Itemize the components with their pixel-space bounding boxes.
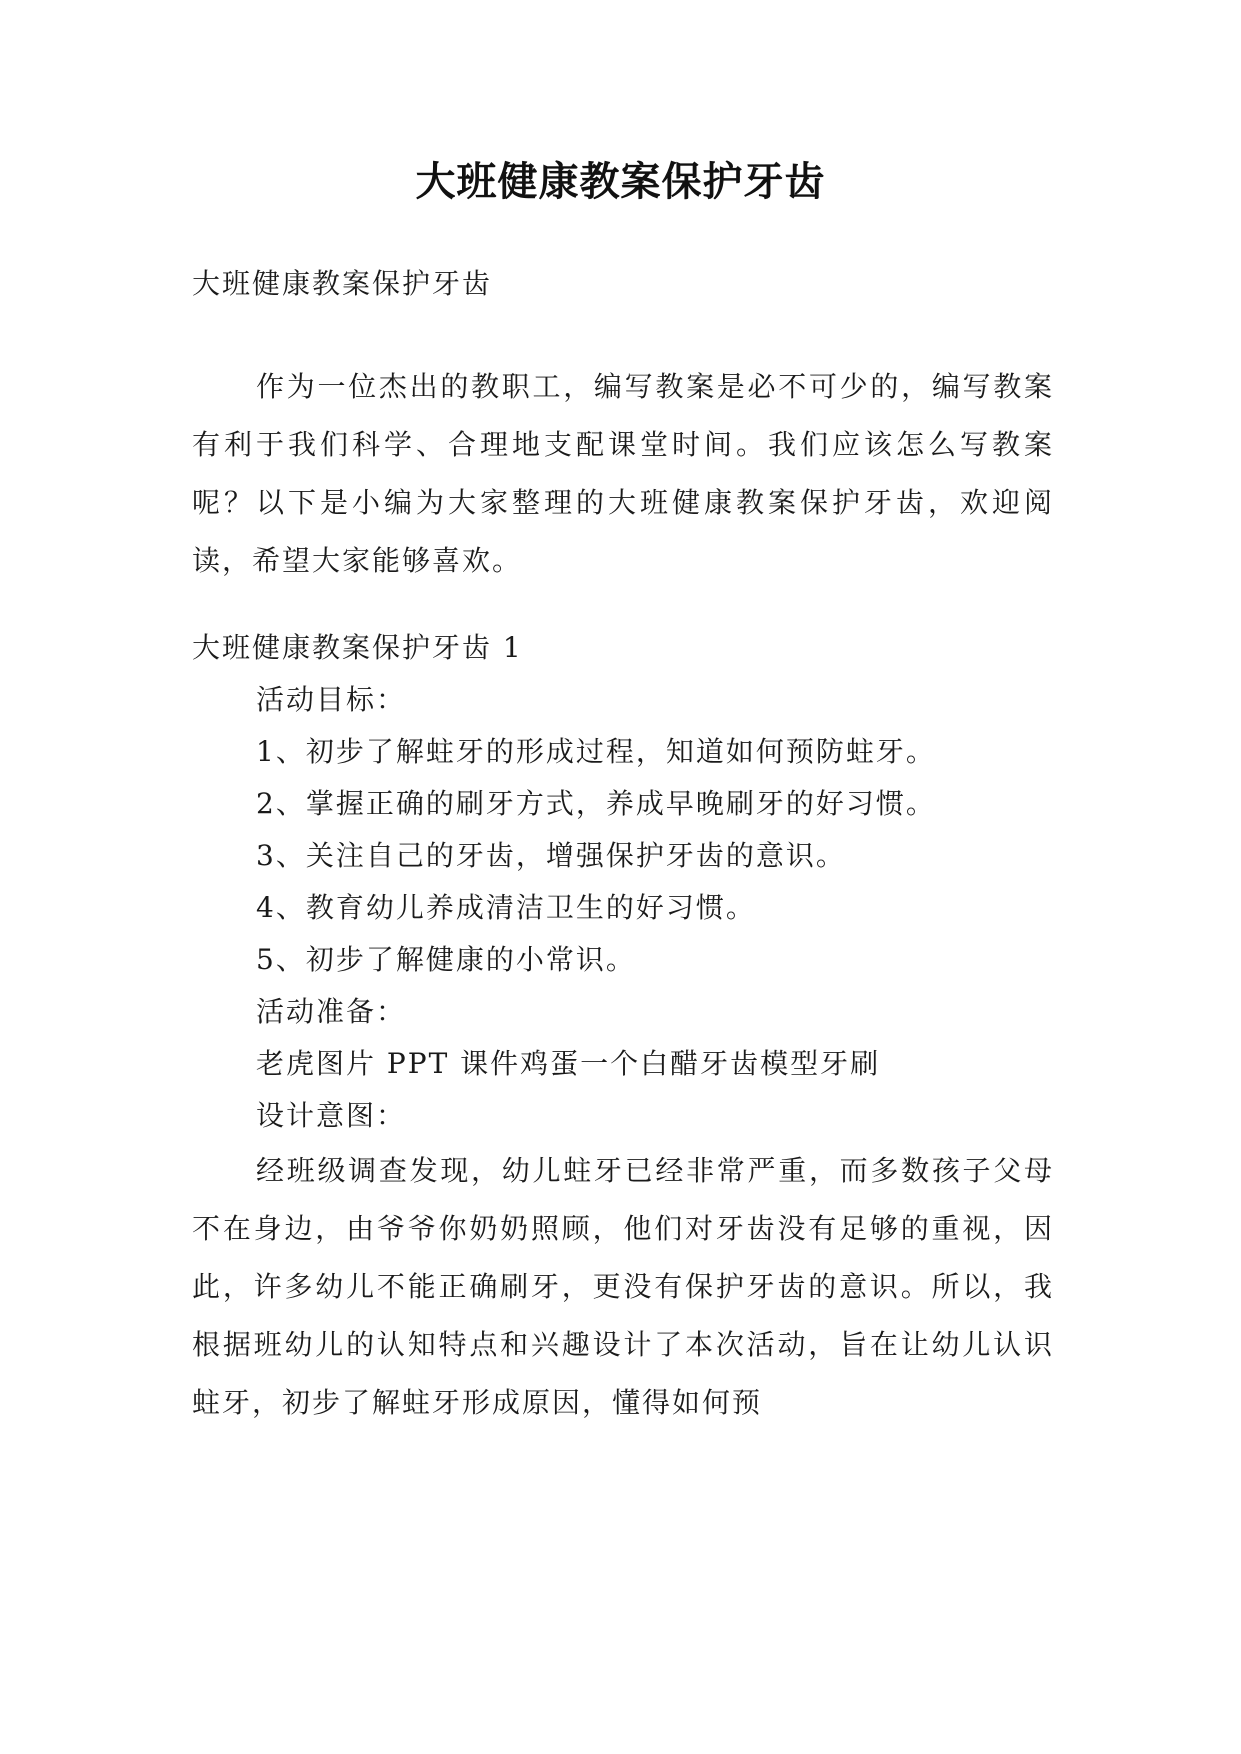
document-title: 大班健康教案保护牙齿 (415, 159, 826, 205)
goals-label: 活动目标： (256, 683, 407, 716)
goal-item: 1、初步了解蛀牙的形成过程，知道如何预防蛀牙。 (256, 735, 936, 768)
goal-item: 2、掌握正确的刷牙方式，养成早晚刷牙的好习惯。 (256, 787, 936, 820)
prep-label: 活动准备： (256, 995, 407, 1028)
design-label: 设计意图： (256, 1099, 407, 1132)
intro-paragraph: 作为一位杰出的教职工，编写教案是必不可少的，编写教案有利于我们科学、合理地支配课堂时间。我们应该怎么写教案呢？以下是小编为大家整理的大班健康教案保护牙齿，欢迎阅读，希望大家能够喜欢。 (192, 370, 1054, 577)
prep-text: 老虎图片 PPT 课件鸡蛋一个白醋牙齿模型牙刷 (256, 1047, 881, 1080)
goal-item: 4、教育幼儿养成清洁卫生的好习惯。 (256, 891, 756, 924)
section-heading: 大班健康教案保护牙齿 1 (192, 631, 523, 664)
goal-item: 3、关注自己的牙齿，增强保护牙齿的意识。 (256, 839, 846, 872)
design-paragraph: 经班级调查发现，幼儿蛀牙已经非常严重，而多数孩子父母不在身边，由爷爷你奶奶照顾，他们对牙齿没有足够的重视，因此，许多幼儿不能正确刷牙，更没有保护牙齿的意识。所以，我根据班幼儿的认知特点和兴趣设计了本次活动，旨在让幼儿认识蛀牙，初步了解蛀牙形成原因，懂得如何预 (192, 1154, 1054, 1419)
goal-item: 5、初步了解健康的小常识。 (256, 943, 636, 976)
document-subtitle: 大班健康教案保护牙齿 (192, 267, 493, 300)
